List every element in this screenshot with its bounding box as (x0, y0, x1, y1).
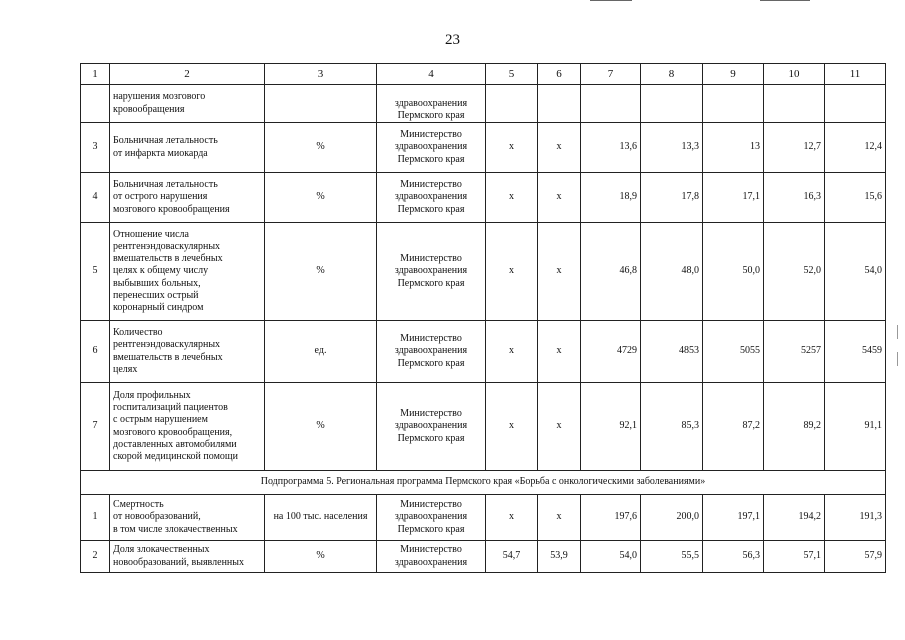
value-cell: х (538, 383, 581, 471)
indicator-name-line: с острым нарушением (113, 414, 208, 426)
indicator-name (110, 541, 265, 573)
unit-cell: ед. (265, 321, 377, 383)
indicator-name-line: целях (113, 363, 138, 375)
indicator-name-line: Больничная летальность (113, 135, 218, 147)
indicator-name-line: кровообращения (113, 103, 185, 115)
responsible-dept-line: Пермского края (397, 432, 465, 444)
table-row (81, 173, 886, 223)
value-cell: 89,2 (764, 383, 825, 471)
row-number: 7 (81, 383, 110, 471)
indicator-name-line: доставленных автомобилями (113, 438, 237, 450)
header-cell: 9 (703, 64, 764, 85)
responsible-dept (377, 321, 486, 383)
table-row (81, 123, 886, 173)
responsible-dept (377, 541, 486, 573)
header-cell: 7 (581, 64, 641, 85)
value-cell: 87,2 (703, 383, 764, 471)
indicator-name-line: Отношение числа (113, 228, 189, 240)
responsible-dept-line: здравоохранения (394, 97, 468, 109)
value-cell: 52,0 (764, 223, 825, 321)
indicator-name-line: выбывших больных, (113, 277, 201, 289)
indicator-name-line: Доля злокачественных (113, 544, 210, 556)
value-cell: 16,3 (764, 173, 825, 223)
value-cell: 197,1 (703, 495, 764, 541)
value-cell: 55,5 (641, 541, 703, 573)
row-number: 2 (81, 541, 110, 573)
unit-cell: % (265, 123, 377, 173)
responsible-dept-line: Министерство (400, 544, 462, 556)
header-cell: 1 (81, 64, 110, 85)
value-cell (825, 85, 886, 123)
indicator-name-line: Доля профильных (113, 389, 191, 401)
value-cell: 13 (703, 123, 764, 173)
value-cell: 18,9 (581, 173, 641, 223)
value-cell: 5459 (825, 321, 886, 383)
indicator-name-line: нарушения мозгового (113, 91, 206, 103)
table-row (81, 321, 886, 383)
indicator-name-line: в том числе злокачественных (113, 523, 238, 535)
table-row (81, 85, 886, 123)
value-cell: х (538, 123, 581, 173)
value-cell (641, 85, 703, 123)
responsible-dept-line: Пермского края (397, 277, 465, 289)
value-cell: 54,0 (825, 223, 886, 321)
indicator-name-line: скорой медицинской помощи (113, 450, 238, 462)
value-cell: 13,3 (641, 123, 703, 173)
indicator-name-line: Смертность (113, 499, 164, 511)
indicator-name-line: вмешательств в лечебных (113, 253, 223, 265)
value-cell: 57,9 (825, 541, 886, 573)
value-cell (538, 85, 581, 123)
responsible-dept-line: здравоохранения (394, 265, 468, 277)
responsible-dept-line: здравоохранения (394, 141, 468, 153)
responsible-dept-line: здравоохранения (394, 420, 468, 432)
value-cell: х (486, 123, 538, 173)
value-cell (764, 85, 825, 123)
table-row (81, 223, 886, 321)
unit-cell: % (265, 541, 377, 573)
value-cell: 200,0 (641, 495, 703, 541)
row-number: 4 (81, 173, 110, 223)
value-cell: х (486, 383, 538, 471)
header-cell: 4 (377, 64, 486, 85)
value-cell: 48,0 (641, 223, 703, 321)
responsible-dept-line: Пермского края (397, 203, 465, 215)
responsible-dept-line: Пермского края (397, 153, 465, 165)
value-cell: 191,3 (825, 495, 886, 541)
value-cell: 5257 (764, 321, 825, 383)
value-cell: 4853 (641, 321, 703, 383)
indicator-name-line: от инфаркта миокарда (113, 147, 208, 159)
row-number: 5 (81, 223, 110, 321)
indicator-name-line: рентгенэндоваскулярных (113, 339, 221, 351)
value-cell: 197,6 (581, 495, 641, 541)
header-cell: 3 (265, 64, 377, 85)
top-scan-mark (760, 0, 810, 1)
value-cell: 54,0 (581, 541, 641, 573)
top-scan-mark (590, 0, 632, 1)
responsible-dept-line: здравоохранения (394, 511, 468, 523)
responsible-dept (377, 495, 486, 541)
responsible-dept-line: Пермского края (397, 109, 465, 121)
value-cell (703, 85, 764, 123)
unit-cell: % (265, 173, 377, 223)
value-cell: 13,6 (581, 123, 641, 173)
indicator-name-line: госпитализаций пациентов (113, 402, 228, 414)
value-cell: 4729 (581, 321, 641, 383)
value-cell: 12,4 (825, 123, 886, 173)
indicator-name-line: от острого нарушения (113, 191, 208, 203)
value-cell: 53,9 (538, 541, 581, 573)
indicators-table (80, 63, 886, 573)
indicator-name (110, 173, 265, 223)
value-cell: 17,8 (641, 173, 703, 223)
value-cell: 85,3 (641, 383, 703, 471)
indicator-name-line: перенесших острый (113, 289, 199, 301)
row-number: 1 (81, 495, 110, 541)
indicator-name (110, 85, 265, 123)
responsible-dept (377, 85, 486, 123)
responsible-dept-line: Министерство (400, 499, 462, 511)
row-number: 6 (81, 321, 110, 383)
unit-cell: на 100 тыс. населения (265, 495, 377, 541)
right-scan-mark (897, 352, 905, 366)
indicator-name (110, 123, 265, 173)
header-cell: 10 (764, 64, 825, 85)
responsible-dept-line: здравоохранения (394, 191, 468, 203)
value-cell: х (486, 321, 538, 383)
indicator-name-line: мозгового кровообращения (113, 203, 230, 215)
responsible-dept (377, 383, 486, 471)
indicator-name (110, 223, 265, 321)
value-cell: х (538, 173, 581, 223)
page-number: 23 (445, 32, 460, 48)
indicator-name-line: вмешательств в лечебных (113, 351, 223, 363)
indicator-name-line: целях к общему числу (113, 265, 209, 277)
indicator-name-line: Количество (113, 327, 163, 339)
value-cell: х (486, 173, 538, 223)
indicator-name-line: Больничная летальность (113, 179, 218, 191)
indicator-name-line: от новообразований, (113, 511, 201, 523)
value-cell: 194,2 (764, 495, 825, 541)
responsible-dept-line: Министерство (400, 253, 462, 265)
value-cell: х (486, 223, 538, 321)
responsible-dept-line: здравоохранения (394, 345, 468, 357)
value-cell: х (486, 495, 538, 541)
value-cell: 54,7 (486, 541, 538, 573)
value-cell: х (538, 495, 581, 541)
header-cell: 5 (486, 64, 538, 85)
indicator-name-line: коронарный синдром (113, 302, 204, 313)
table-body (81, 64, 886, 573)
unit-cell (265, 85, 377, 123)
header-cell: 8 (641, 64, 703, 85)
responsible-dept-line: Министерство (400, 179, 462, 191)
responsible-dept (377, 223, 486, 321)
value-cell: 15,6 (825, 173, 886, 223)
unit-cell: % (265, 383, 377, 471)
indicator-name-line: рентгенэндоваскулярных (113, 240, 221, 252)
responsible-dept (377, 173, 486, 223)
value-cell: 12,7 (764, 123, 825, 173)
responsible-dept-line: Министерство (400, 333, 462, 345)
responsible-dept-line: Министерство (400, 408, 462, 420)
table-row (81, 383, 886, 471)
value-cell: 56,3 (703, 541, 764, 573)
value-cell: 5055 (703, 321, 764, 383)
value-cell: 46,8 (581, 223, 641, 321)
responsible-dept-line: Пермского края (397, 357, 465, 369)
responsible-dept (377, 123, 486, 173)
indicator-name (110, 321, 265, 383)
value-cell: 57,1 (764, 541, 825, 573)
row-number: 3 (81, 123, 110, 173)
value-cell (581, 85, 641, 123)
right-scan-mark (897, 325, 905, 339)
value-cell: 50,0 (703, 223, 764, 321)
header-row (81, 64, 886, 85)
indicator-name (110, 383, 265, 471)
row-number (81, 85, 110, 123)
value-cell: 17,1 (703, 173, 764, 223)
subprogram-title: Подпрограмма 5. Региональная программа Пермского края «Борьба с онкологическими заболеваниями» (81, 471, 886, 495)
responsible-dept-line: Пермского края (397, 523, 465, 535)
indicator-name (110, 495, 265, 541)
header-cell: 2 (110, 64, 265, 85)
header-cell: 6 (538, 64, 581, 85)
header-cell: 11 (825, 64, 886, 85)
responsible-dept-line: здравоохранения (394, 556, 468, 568)
responsible-dept-line: Министерство (400, 129, 462, 141)
value-cell: х (538, 223, 581, 321)
indicator-name-line: мозгового кровообращения, (113, 426, 233, 438)
table-row (81, 495, 886, 541)
table-row (81, 541, 886, 573)
value-cell: х (538, 321, 581, 383)
subprogram-row (81, 471, 886, 495)
value-cell: 91,1 (825, 383, 886, 471)
unit-cell: % (265, 223, 377, 321)
value-cell: 92,1 (581, 383, 641, 471)
value-cell (486, 85, 538, 123)
indicator-name-line: новообразований, выявленных (113, 556, 244, 568)
